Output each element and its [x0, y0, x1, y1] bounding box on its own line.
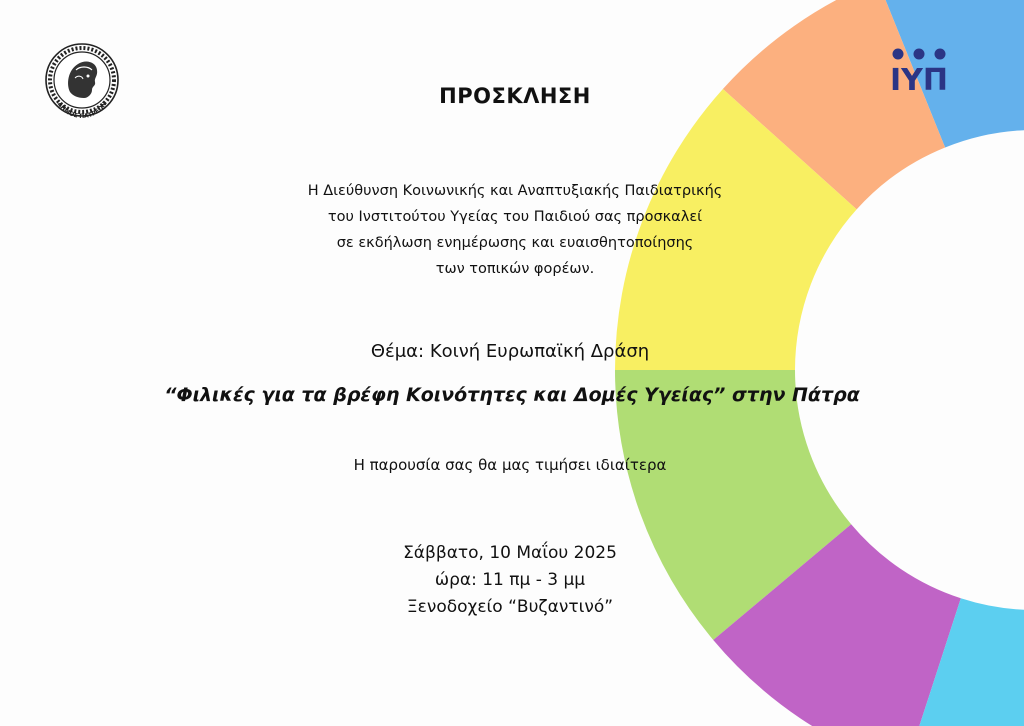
event-headline: “Φιλικές για τα βρέφη Κοινότητες και Δομές Υγείας” στην Πάτρα [164, 384, 860, 406]
event-details [310, 540, 710, 621]
event-date: Σάββατο, 10 Μαΐου 2025 [403, 543, 617, 563]
institute-logo [884, 46, 954, 94]
municipality-logo [40, 40, 124, 124]
intro-line: σε εκδήλωση ενημέρωσης και ευαισθητοποίησης [336, 235, 694, 251]
honor-line: Η παρουσία σας θα μας τιμήσει ιδιαίτερα [353, 456, 667, 474]
municipality-caption: ΔΗΜΟΣ ΠΑΤΡΕΩΝ [55, 100, 109, 121]
intro-line: των τοπικών φορέων. [435, 261, 595, 277]
topic-line: Θέμα: Κοινή Ευρωπαϊκή Δράση [370, 341, 650, 362]
intro-line: Η Διεύθυνση Κοινωνικής και Αναπτυξιακής Παιδιατρικής [307, 183, 723, 199]
invitation-title: ΠΡΟΣΚΛΗΣΗ [439, 84, 591, 108]
invitation-intro [215, 178, 815, 282]
event-venue: Ξενοδοχείο “Βυζαντινό” [406, 597, 614, 617]
intro-line: του Ινστιτούτου Υγείας του Παιδιού σας προσκαλεί [327, 209, 703, 225]
event-time: ώρα: 11 πμ - 3 μμ [434, 570, 586, 590]
institute-mark: ΙΥΠ [890, 63, 948, 94]
